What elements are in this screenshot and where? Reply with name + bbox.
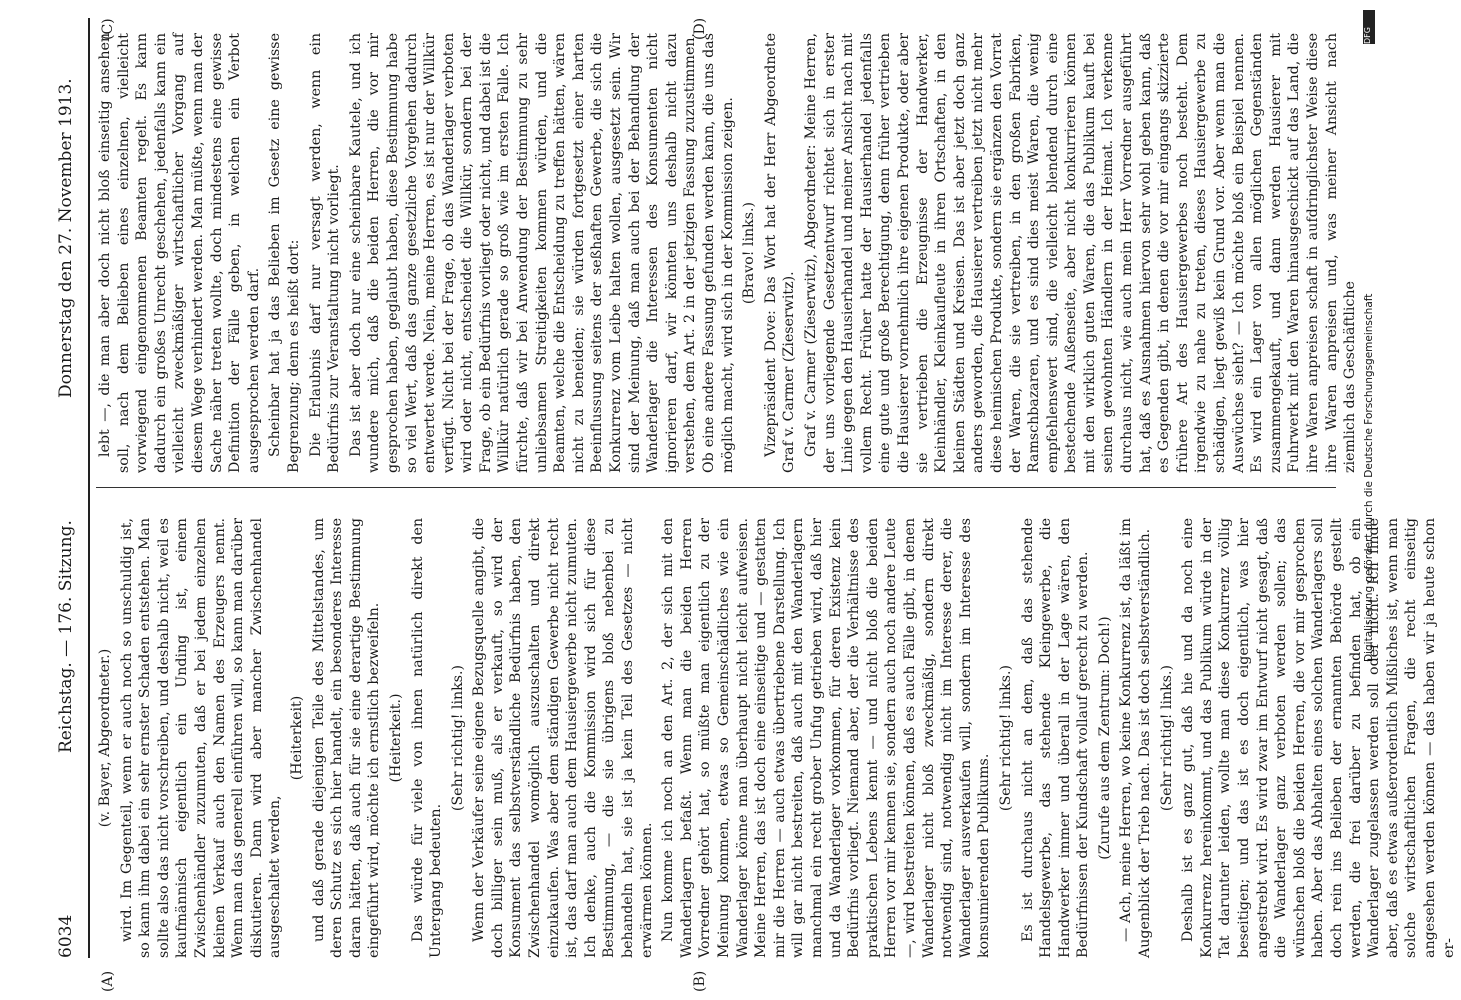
paragraph: Es ist durchaus nicht an dem, daß das stehende Handelsgewerbe, das stehende Kleingewerbe, die Handwerker immer und überall in der Lage wären, den Bedürfnissen der Kundschaft vollauf gerecht zu werden. [1019, 518, 1092, 958]
paragraph: Deshalb ist es ganz gut, daß hie und da noch eine Konkurrenz hereinkommt, und das Publikum würde in der Tat darunter leiden, wollte man diese Konkurrenz völlig beseitigen; und das ist es doch eigentlich, was hier angestrebt wird. Es wird zwar im Entwurf nicht gesagt, daß die Wanderlager ganz verboten werden sollen; das wünschen bloß die beiden Herren, die vor mir gesprochen haben. Aber das Abhalten eines solchen Wanderlagers soll doch rein ins Belieben der ernannten Behörde gestellt werden, die frei darüber zu befinden hat, ob ein Wanderlager zugelassen werden soll oder nicht. Ich finde aber, daß es etwas außerordentlich Mißliches ist, wenn man solche wirtschaftlichen Fragen, die recht einseitig angesehen werden können — das haben wir ja heute schon er- [1180, 518, 1457, 958]
margin-mark-a: (A) [100, 970, 116, 992]
paragraph: (Bravo! links.) [741, 201, 758, 305]
paragraph: (Heiterkeit) [288, 695, 305, 781]
paragraph: Nun komme ich noch an den Art. 2, der sich mit den Wanderlagern befaßt. Wenn man die beiden Herren Vorredner gehört hat, so müßte man eigentlich zu der Meinung kommen, etwas so Gemeinschädliches wie ein Wanderlager könne man überhaupt nicht leicht aufweisen. Meine Herren, das ist doch eine einseitige und — gestatten mir die Herren — auch etwas übertriebene Darstellung. Ich will gar nicht bestreiten, daß auch mit den Wanderlagern manchmal ein recht grober Unfug getrieben wird, daß hier und da Wanderlager vorkommen, für deren Existenz kein Bedürfnis vorliegt. Niemand aber, der die Verhältnisse des praktischen Lebens kennt — und nicht bloß die beiden Herren vor mir kennen sie, sondern auch noch andere Leute —, wird bestreiten können, daß es auch Fälle gibt, in denen Wanderlager nicht bloß zweckmäßig, sondern direkt notwendig sind, notwendig nicht im Interesse derer, die Wanderlager ausverkaufen will, sondern im Interesse des konsumierenden Publikums. [660, 518, 993, 958]
paragraph: Vizepräsident Dove: Das Wort hat der Herr Abgeordnete Graf v. Carmer (Zieserwitz). [762, 33, 798, 473]
page-header [52, 18, 88, 958]
paragraph: Das würde für viele von ihnen natürlich direkt den Untergang bedeuten. [409, 518, 445, 958]
paragraph: (Sehr richtig! links.) [1158, 664, 1175, 812]
paragraph: (Sehr richtig! links.) [449, 664, 466, 812]
margin-mark-d: (D) [692, 17, 708, 40]
paragraph: (Heiterkeit.) [387, 693, 404, 783]
paragraph: Scheinbar hat ja das Belieben im Gesetz eine gewisse Begrenzung; denn es heißt dort: [267, 33, 302, 473]
header-rule [88, 18, 90, 958]
digitization-credit: Digitalisierung gefördert durch die Deutsche Forschungsgemeinschaft [1363, 293, 1375, 663]
paragraph: (v. Bayer, Abgeordneter.) [97, 648, 113, 828]
paragraph: wird. Im Gegenteil, wenn er auch noch so unschuldig ist, so kann ihm dabei ein sehr ernster Schaden entstehen. Man sollte also das nicht vorschreiben, und deshalb nicht, weil es kaufmännisch eigentlich ein Unding ist, einem Zwischenhändler zuzumuten, daß er bei jedem einzelnen kleinen Verkauf auch den Namen des Erzeugers nennt. Wenn man das generell einführen will, so kann man darüber diskutieren. Dann wird aber mancher Zwischenhandel ausgeschaltet werden, [118, 518, 284, 958]
text-column-left [96, 518, 1461, 958]
paragraph: (Sehr richtig! links.) [997, 664, 1014, 812]
dfg-logo: DFG [1363, 10, 1375, 44]
margin-mark-b: (B) [692, 970, 708, 992]
paragraph: und daß gerade diejenigen Teile des Mittelstandes, um deren Schutz es sich hier handelt, ein besonderes Interesse daran hätten, daß auch für sie eine derartige Bestimmung eingeführt wird, möchte ich ernstlich bezweifeln. [310, 518, 383, 958]
paragraph: — Ach, meine Herren, wo keine Konkurrenz ist, da läßt im Augenblick der Trieb nach. Das ist doch selbstverständlich. [1118, 518, 1154, 958]
paragraph: lebt —, die man aber doch nicht bloß einseitig ansehen soll, nach dem Belieben eines einzelnen, vielleicht vorwiegend eingenommenen Beamten regelt. Es kann dadurch ein großes Unrecht geschehen, jedenfalls kann ein vielleicht zweckmäßiger wirtschaftlicher Vorgang auf diesem Wege verhindert werden. Man müßte, wenn man der Sache näher treten wollte, doch mindestens eine gewisse Definition der Fälle geben, in welchen ein Verbot ausgesprochen werden darf. [97, 33, 262, 473]
text-column-right [96, 33, 1363, 473]
paragraph: Das ist aber doch nur eine scheinbare Kautele, und ich wundere mich, daß die beiden Herren, die vor mir gesprochen haben, geglaubt haben, diese Bestimmung habe so viel Wert, daß das ganze gesetzliche Vorgehen dadurch entwertet werde. Nein, meine Herren, es ist nur der Willkür verfügt. Nicht bei der Frage, ob das Wanderlager verboten wird oder nicht, entscheidet die Willkür, sondern bei der Frage, ob ein Bedürfnis vorliegt oder nicht, und dabei ist die Willkür natürlich gerade so groß wie im ersten Falle. Ich fürchte, daß wir bei Anwendung der Bestimmung zu sehr unliebsamen Streitigkeiten kommen würden, und die Beamten, welche die Entscheidung zu treffen hätten, wären nicht zu beneiden; sie würden fortgesetzt einer harten Beeinflussung seitens der seßhaften Gewerbe, die sich die Konkurrenz vom Leibe halten wollen, ausgesetzt sein. Wir sind der Meinung, daß man auch bei der Behandlung der Wanderlager die Interessen des Konsumenten nicht ignorieren darf, wir könnten uns deshalb nicht dazu verstehen, dem Art. 2 in der jetzigen Fassung zuzustimmen. Ob eine andere Fassung gefunden werden kann, die uns das möglich macht, wird sich in der Kommission zeigen. [347, 33, 736, 473]
paragraph: Wenn der Verkäufer seine eigene Bezugsquelle angibt, die doch billiger sein muß, als er verkauft, so wird der Konsument das selbstverständliche Bedürfnis haben, den Zwischenhandel womöglich auszuschalten und direkt einzukaufen. Was aber dem ständigen Gewerbe nicht recht ist, das darf man auch dem Hausiergewerbe nicht zumuten. Ich denke, auch die Kommission wird sich für diese Bestimmung, — die sie übrigens bloß nebenbei zu behandeln hat, sie ist ja kein Teil des Gesetzes — nicht erwärmen können. [471, 518, 655, 958]
column-divider [96, 487, 1336, 488]
paragraph: (Zurufe aus dem Zentrum: Doch!) [1096, 616, 1113, 860]
header-left-title: Reichstag. — 176. Sitzung. [56, 520, 76, 753]
paragraph: Graf v. Carmer (Zieserwitz), Abgeordneter: Meine Herren, der uns vorliegende Gesetzentwurf richtet sich in erster Linie gegen den Hausierhandel und meiner Ansicht nach mit vollem Recht. Früher hatte der Hausierhandel jedenfalls eine gute und große Berechtigung, denn früher vertrieben die Hausierer vornehmlich ihre eigenen Produkte, oder aber sie vertrieben die Erzeugnisse der Handwerker, Kleinhändler, Kleinkaufleute in ihren Ortschaften, in den kleinen Städten und Kreisen. Das ist aber jetzt doch ganz anders geworden, die Hausierer vertreiben jetzt nicht mehr diese heimischen Produkte, sondern sie ergänzen den Vorrat der Waren, die sie vertreiben, in den großen Fabriken, Ramschbazaren, und es sind dies meist Waren, die wenig empfehlenswert sind, die vielleicht blendend durch eine bestechende Außenseite, aber nicht konkurrieren können mit den wirklich guten Waren, die das Publikum kauft bei seinen gewohnten Händlern in der Heimat. Ich verkenne durchaus nicht, wie auch mein Herr Vorredner ausgeführt hat, daß es Ausnahmen hiervon sehr wohl geben kann, daß es Gegenden gibt, in denen die vor mir eingangs skizzierte frühere Art des Hausiergewerbes noch besteht. Dem irgendwie zu nahe zu treten, dieses Hausiergewerbe zu schädigen, liegt gewiß kein Grund vor. Aber wenn man die Auswüchse sieht? — Ich möchte bloß ein Beispiel nennen. Es wird ein Lager von allen möglichen Gegenständen zusammengekauft, und dann werden Hausierer mit Fuhrwerk mit den Waren hinausgeschickt auf das Land, die ihre Waren anpreisen schaft in aufdringlichster Weise diese ihre Waren anpreisen und, was meiner Ansicht nach ziemlich das Geschäftliche [802, 33, 1359, 473]
header-right-title: Donnerstag den 27. November 1913. [56, 78, 76, 398]
paragraph: Die Erlaubnis darf nur versagt werden, wenn ein Bedürfnis zur Veranstaltung nicht vorliegt. [307, 33, 343, 473]
page-number: 6034 [56, 914, 76, 958]
margin-mark-c: (C) [100, 18, 116, 40]
